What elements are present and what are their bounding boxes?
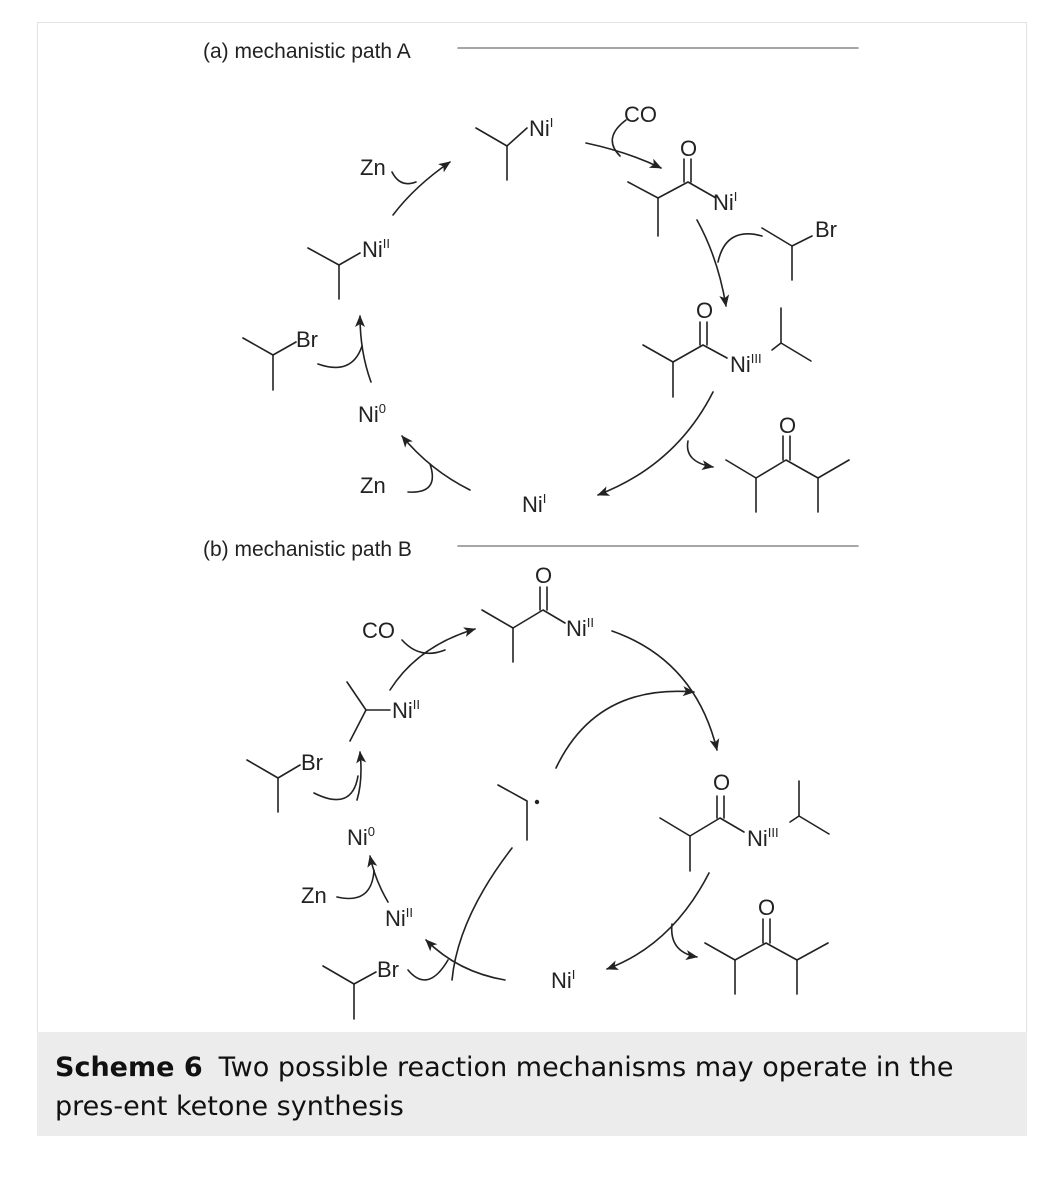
a-redelim-arrow — [598, 392, 713, 495]
a-ipr-br-left-curl — [318, 346, 362, 367]
a-zn-curl-top — [392, 172, 416, 184]
b-ipr-ni2-stem — [350, 710, 366, 741]
b-zn: Zn — [301, 883, 327, 908]
a-zn-bottom: Zn — [360, 473, 386, 498]
a-ni3-o: O — [696, 298, 714, 323]
a-ipr-br-right — [762, 228, 812, 246]
radical-dot — [535, 800, 539, 804]
scheme-caption — [37, 1032, 1027, 1136]
a-br-right: Br — [815, 217, 837, 242]
a-ipr-br-left — [243, 338, 296, 355]
a-acyl-ni3 — [643, 345, 727, 362]
b-zn-curl — [337, 870, 374, 898]
b-radical-release-arc — [452, 848, 512, 980]
a-ipr-br-curl — [718, 234, 762, 262]
a-ketone-o: O — [779, 413, 797, 438]
b-co-insertion-arrow — [390, 629, 475, 690]
a-oxadd-arrow — [697, 220, 726, 306]
caption-label: Scheme 6 — [55, 1052, 203, 1083]
a-co-insertion-arrow — [586, 143, 661, 168]
a-ketone-release-arrow — [688, 441, 713, 467]
a-br-left: Br — [296, 327, 318, 352]
a-ni-top: $Ni^I$ — [529, 115, 554, 141]
b-ni3-o: O — [713, 770, 731, 795]
b-ipr-br-left — [247, 760, 300, 778]
b-ipr-br-bottom — [323, 966, 376, 984]
b-radical-arrow — [556, 691, 694, 768]
b-ipr-br-left-curl — [314, 776, 358, 800]
caption-text: Two possible reaction mechanisms may operate in the pres-ent ketone synthesis — [55, 1052, 954, 1122]
b-acyl-o: O — [535, 563, 553, 588]
a-acyl-ni-label: $Ni^I$ — [713, 189, 738, 215]
a-ketone — [726, 460, 849, 478]
b-ni3-ipr — [790, 816, 829, 834]
a-acyl-o: O — [680, 136, 698, 161]
b-redelim-arrow — [607, 873, 709, 969]
b-ipr-ni2 — [347, 682, 390, 710]
b-ipr-ni2-label: $Ni^{II}$ — [392, 697, 421, 723]
a-ni3-ipr — [772, 343, 811, 361]
b-radical-capture-arrow — [612, 631, 717, 750]
a-ni3-label: $Ni^{III}$ — [730, 351, 762, 377]
a-zn-top: Zn — [360, 155, 386, 180]
a-isopropyl-ni-top — [476, 128, 527, 146]
a-zn-reduction-arrow — [402, 436, 470, 490]
b-co: CO — [362, 618, 395, 643]
b-acyl-ni2-label: $Ni^{II}$ — [566, 615, 595, 641]
b-ni0: Ni$^0$ — [347, 824, 376, 850]
b-ipr-br-curl — [408, 960, 448, 980]
a-zn-reduction-top-arrow — [393, 162, 450, 215]
b-ketone — [705, 943, 828, 960]
a-acyl-ni — [628, 182, 716, 198]
b-isopropyl-radical — [498, 785, 527, 840]
a-zn-curl-bottom — [408, 464, 432, 492]
a-ni-bottom: $Ni^I$ — [522, 491, 547, 517]
b-co-curl — [402, 640, 445, 653]
a-ipr-ni2 — [308, 248, 360, 265]
b-ni2-bottom: $Ni^{II}$ — [385, 905, 414, 931]
b-ketone-o: O — [758, 895, 776, 920]
panel-a-title: (a) mechanistic path A — [203, 40, 411, 63]
b-br-bottom: Br — [377, 957, 399, 982]
a-ni2: $Ni^{II}$ — [362, 236, 391, 262]
b-ni3-label: $Ni^{III}$ — [747, 825, 779, 851]
b-acyl-ni2 — [482, 610, 565, 628]
a-co: CO — [624, 102, 657, 127]
panel-b-title: (b) mechanistic path B — [203, 538, 412, 561]
b-ketone-release-arrow — [672, 924, 697, 957]
a-ni0: Ni$^0$ — [358, 401, 387, 427]
b-ni-bottom: $Ni^I$ — [551, 967, 576, 993]
b-acyl-ni3 — [660, 818, 744, 836]
b-br-left: Br — [301, 750, 323, 775]
